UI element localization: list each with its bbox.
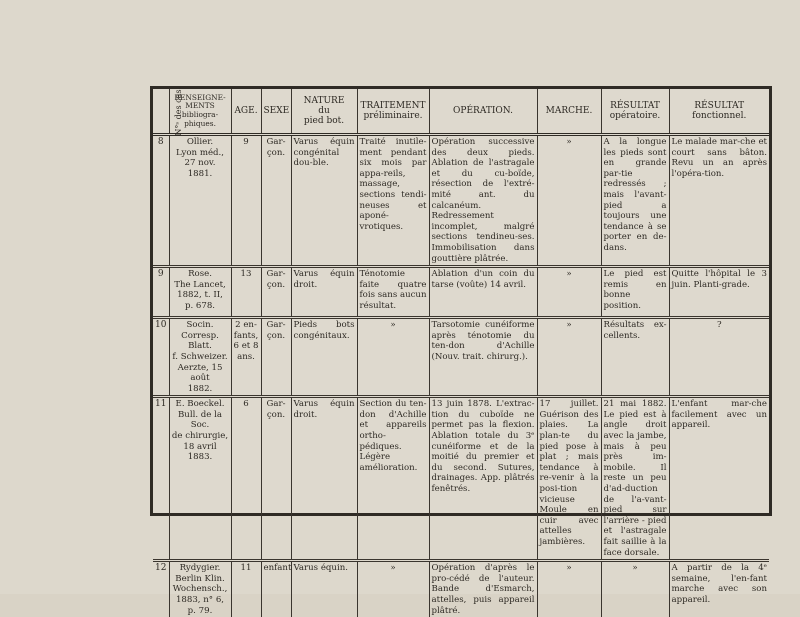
sex-cell: Gar- çon. bbox=[261, 397, 291, 561]
nature-cell: Varus équin droit. bbox=[291, 267, 357, 318]
functional-result-cell: ? bbox=[669, 318, 769, 397]
table-row bbox=[153, 397, 769, 561]
sex-cell: enfant bbox=[261, 561, 291, 617]
table-row bbox=[153, 318, 769, 397]
age-cell: 9 bbox=[231, 135, 261, 267]
preliminary-cell: Section du ten-don d'Achille et appareils ortho-pédiques. Légère amélioration. bbox=[357, 397, 429, 561]
preliminary-cell: » bbox=[357, 318, 429, 397]
case-number: 12 bbox=[155, 563, 167, 574]
case-table-frame bbox=[150, 86, 772, 616]
header-sex: SEXE bbox=[261, 89, 291, 135]
references-cell: E. Boeckel. Bull. de la Soc. de chirurgie, 18 avril 1883. bbox=[169, 397, 231, 561]
header-marche: MARCHE. bbox=[537, 89, 601, 135]
marche-cell: » bbox=[537, 561, 601, 617]
references-cell: Ollier. Lyon méd., 27 nov. 1881. bbox=[169, 135, 231, 267]
table-row bbox=[153, 267, 769, 318]
case-number: 10 bbox=[153, 318, 169, 397]
age-cell: 6 bbox=[231, 397, 261, 561]
operative-result-cell: Le pied est remis en bonne position. bbox=[601, 267, 669, 318]
operation-cell: 13 juin 1878. L'extrac-tion du cuboïde ne permet pas la flexion. Ablation totale du 3ᵉ cunéiforme et de la moitié du premier et du second. Sutures, drainages. App. plâtrés fenêtrés. bbox=[429, 397, 537, 561]
marche-cell: » bbox=[537, 267, 601, 318]
sex-cell: Gar- çon. bbox=[261, 318, 291, 397]
case-number: 9 bbox=[153, 267, 169, 318]
operative-result-cell: Résultats ex-cellents. bbox=[601, 318, 669, 397]
table-row bbox=[153, 135, 769, 267]
functional-result-cell: Le malade mar-che et court sans bâton. Revu un an après l'opéra-tion. bbox=[669, 135, 769, 267]
nature-cell: Varus équin congénital dou-ble. bbox=[291, 135, 357, 267]
references-cell: Socin. Corresp. Blatt. f. Schweizer. Aerzte, 15 août 1882. bbox=[169, 318, 231, 397]
table-header bbox=[153, 86, 769, 136]
header-preliminary-treatment: TRAITEMENT préliminaire. bbox=[357, 89, 429, 135]
nature-cell: Pieds bots congénitaux. bbox=[291, 318, 357, 397]
operation-cell: Opération successive des deux pieds. Ablation de l'astragale et du cu-boïde, résection de l'extré-mité ant. du calcanéum. Redressement incomplet, malgré sections tendineu-ses. Immobilisation dans gouttière plâtrée. bbox=[429, 135, 537, 267]
marche-cell: » bbox=[537, 135, 601, 267]
sex-cell: Gar- çon. bbox=[261, 135, 291, 267]
age-cell: 11 bbox=[231, 561, 261, 617]
preliminary-cell: Ténotomie faite quatre fois sans aucun résultat. bbox=[357, 267, 429, 318]
functional-result-cell: Quitte l'hôpital le 3 juin. Planti-grade. bbox=[669, 267, 769, 318]
header-references: RENSEIGNE- MENTS bibliogra- phiques. bbox=[169, 89, 231, 135]
case-table bbox=[153, 86, 769, 617]
references-cell: Rose. The Lancet, 1882, t. II, p. 678. bbox=[169, 267, 231, 318]
functional-result-cell: A partir de la 4ᵉ semaine, l'en-fant marche avec son appareil. bbox=[669, 561, 769, 617]
operation-cell: Tarsotomie cunéiforme après ténotomie du ten-don d'Achille (Nouv. trait. chirurg.). bbox=[429, 318, 537, 397]
case-number: 11 bbox=[153, 397, 169, 561]
header-case-number: N°ˢ des cas. bbox=[153, 89, 169, 135]
references-cell: Rydygier. Berlin Klin. Wochensch., 1883, n° 6, p. 79. bbox=[169, 561, 231, 617]
functional-result-cell: L'enfant mar-che facilement avec un appareil. bbox=[669, 397, 769, 561]
header-age: AGE. bbox=[231, 89, 261, 135]
sex-cell: Gar- çon. bbox=[261, 267, 291, 318]
header-operative-result: RÉSULTAT opératoire. bbox=[601, 89, 669, 135]
operative-result-cell: » bbox=[601, 561, 669, 617]
operation-cell: Ablation d'un coin du tarse (voûte) 14 avril. bbox=[429, 267, 537, 318]
header-operation: OPÉRATION. bbox=[429, 89, 537, 135]
case-number: 8 bbox=[153, 135, 169, 267]
age-cell: 2 en- fants, 6 et 8 ans. bbox=[231, 318, 261, 397]
header-nature: NATURE du pied bot. bbox=[291, 89, 357, 135]
marche-cell: 17 juillet. Guérison des plaies. La plan-te du pied pose à plat ; mais tendance à re-venir à la posi-tion vicieuse Moule en cuir avec attelles jambières. bbox=[537, 397, 601, 561]
operative-result-cell: 21 mai 1882. Le pied est à angle droit avec la jambe, mais à peu près im-mobile. Il reste un peu d'ad-duction de l'a-vant-pied sur l'arrière - pied et l'astragale fait saillie à la face dorsale. bbox=[601, 397, 669, 561]
age-cell: 13 bbox=[231, 267, 261, 318]
marche-cell: » bbox=[537, 318, 601, 397]
nature-cell: Varus équin droit. bbox=[291, 397, 357, 561]
preliminary-cell: Traité inutile-ment pendant six mois par appa-reils, massage, sections tendi-neuses et aponé-vrotiques. bbox=[357, 135, 429, 267]
operative-result-cell: A la longue les pieds sont en grande par-tie redressés ; mais l'avant-pied a toujours une tendance à se porter en de-dans. bbox=[601, 135, 669, 267]
table-row bbox=[153, 561, 769, 617]
preliminary-cell: » bbox=[357, 561, 429, 617]
nature-cell: Varus équin. bbox=[291, 561, 357, 617]
operation-cell: Opération d'après le pro-cédé de l'auteur. Bande d'Esmarch, attelles, puis appareil plâtré. bbox=[429, 561, 537, 617]
header-functional-result: RÉSULTAT fonctionnel. bbox=[669, 89, 769, 135]
